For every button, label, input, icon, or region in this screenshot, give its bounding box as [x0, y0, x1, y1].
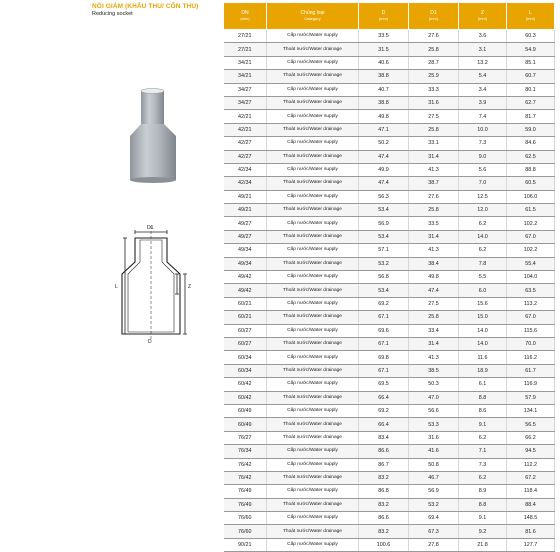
label-l: L: [115, 284, 118, 290]
header-l: L (mm): [507, 3, 555, 30]
cell-d: 49.9: [359, 163, 409, 176]
cell-d: 69.2: [359, 297, 409, 310]
cell-dn: 49/27: [224, 230, 267, 243]
cell-l: 106.0: [507, 190, 555, 203]
cell-d: 40.7: [359, 83, 409, 96]
cell-d: 47.4: [359, 177, 409, 190]
cell-d: 53.4: [359, 284, 409, 297]
cell-z: 7.3: [459, 137, 507, 150]
cell-d1: 27.5: [409, 110, 459, 123]
cell-d1: 41.6: [409, 445, 459, 458]
cell-z: 6.2: [459, 431, 507, 444]
cell-d1: 33.4: [409, 324, 459, 337]
table-row: [224, 163, 555, 176]
cell-category: Cấp nước/Water supply: [267, 83, 359, 96]
table-row: [224, 337, 555, 350]
cell-l: 67.0: [507, 311, 555, 324]
cell-z: 7.4: [459, 110, 507, 123]
table-row: [224, 271, 555, 284]
cell-l: 61.5: [507, 204, 555, 217]
table-row: [224, 56, 555, 69]
cell-category: Thoát nước/Water drainage: [267, 311, 359, 324]
cell-category: Thoát nước/Water drainage: [267, 337, 359, 350]
cell-d: 86.7: [359, 458, 409, 471]
table-row: [224, 110, 555, 123]
cell-d1: 25.8: [409, 123, 459, 136]
table-row: [224, 177, 555, 190]
cell-l: 59.0: [507, 123, 555, 136]
cell-d: 67.1: [359, 311, 409, 324]
cell-dn: 49/21: [224, 204, 267, 217]
cell-d: 56.8: [359, 271, 409, 284]
cell-d1: 50.8: [409, 458, 459, 471]
cell-dn: 76/42: [224, 458, 267, 471]
table-row: [224, 257, 555, 270]
cell-category: Cấp nước/Water supply: [267, 458, 359, 471]
cell-d1: 53.2: [409, 498, 459, 511]
cell-category: Cấp nước/Water supply: [267, 445, 359, 458]
cell-category: Cấp nước/Water supply: [267, 404, 359, 417]
cell-l: 115.6: [507, 324, 555, 337]
cell-category: Cấp nước/Water supply: [267, 324, 359, 337]
table-row: [224, 83, 555, 96]
cell-z: 14.0: [459, 230, 507, 243]
label-d: D: [148, 339, 152, 344]
cell-z: 12.0: [459, 204, 507, 217]
table-body: [224, 30, 555, 552]
cell-category: Cấp nước/Water supply: [267, 110, 359, 123]
cell-l: 112.2: [507, 458, 555, 471]
cell-dn: 49/27: [224, 217, 267, 230]
cell-category: Cấp nước/Water supply: [267, 351, 359, 364]
cell-d: 86.6: [359, 445, 409, 458]
cell-d1: 27.5: [409, 297, 459, 310]
cell-z: 14.0: [459, 324, 507, 337]
cell-z: 8.8: [459, 391, 507, 404]
cell-d: 69.2: [359, 404, 409, 417]
cell-d: 31.5: [359, 43, 409, 56]
cell-dn: 42/34: [224, 163, 267, 176]
cell-dn: 76/49: [224, 485, 267, 498]
cell-category: Thoát nước/Water drainage: [267, 391, 359, 404]
header-z: Z (mm): [459, 3, 507, 30]
cell-category: Thoát nước/Water drainage: [267, 418, 359, 431]
cell-d1: 49.8: [409, 271, 459, 284]
table-row: [224, 96, 555, 109]
cell-z: 8.8: [459, 498, 507, 511]
cell-d1: 25.8: [409, 311, 459, 324]
cell-l: 67.0: [507, 230, 555, 243]
cell-d: 56.3: [359, 190, 409, 203]
cell-l: 113.2: [507, 297, 555, 310]
cell-l: 60.7: [507, 70, 555, 83]
cell-z: 3.9: [459, 96, 507, 109]
cell-d: 53.4: [359, 204, 409, 217]
table-row: [224, 431, 555, 444]
cell-d: 57.1: [359, 244, 409, 257]
header-d1: D1 (mm): [409, 3, 459, 30]
cell-dn: 27/21: [224, 30, 267, 43]
cell-d1: 41.3: [409, 351, 459, 364]
cell-dn: 60/49: [224, 404, 267, 417]
cell-d1: 31.4: [409, 230, 459, 243]
cell-d1: 31.4: [409, 337, 459, 350]
cell-category: Thoát nước/Water drainage: [267, 431, 359, 444]
cell-z: 6.1: [459, 378, 507, 391]
cell-category: Cấp nước/Water supply: [267, 30, 359, 43]
cell-d1: 27.8: [409, 538, 459, 551]
cell-dn: 76/42: [224, 471, 267, 484]
cell-d: 83.2: [359, 525, 409, 538]
cell-category: Thoát nước/Water drainage: [267, 96, 359, 109]
table-row: [224, 445, 555, 458]
cell-category: Cấp nước/Water supply: [267, 56, 359, 69]
cell-dn: 42/21: [224, 123, 267, 136]
cell-d: 49.8: [359, 110, 409, 123]
cell-l: 63.5: [507, 284, 555, 297]
cell-category: Cấp nước/Water supply: [267, 190, 359, 203]
table-row: [224, 311, 555, 324]
cell-d1: 47.4: [409, 284, 459, 297]
cell-dn: 76/60: [224, 512, 267, 525]
cell-dn: 49/21: [224, 190, 267, 203]
cell-l: 88.8: [507, 163, 555, 176]
cell-z: 5.5: [459, 271, 507, 284]
table-row: [224, 230, 555, 243]
cell-l: 81.7: [507, 110, 555, 123]
cell-z: 3.1: [459, 43, 507, 56]
cell-l: 60.5: [507, 177, 555, 190]
table-row: [224, 525, 555, 538]
cell-d1: 56.6: [409, 404, 459, 417]
cell-d1: 31.6: [409, 431, 459, 444]
cell-l: 127.7: [507, 538, 555, 551]
cell-dn: 34/21: [224, 56, 267, 69]
header-d: D (mm): [359, 3, 409, 30]
cell-d: 47.1: [359, 123, 409, 136]
table-row: [224, 404, 555, 417]
cell-l: 62.5: [507, 150, 555, 163]
table-row: [224, 498, 555, 511]
cell-category: Thoát nước/Water drainage: [267, 498, 359, 511]
cell-d: 86.8: [359, 485, 409, 498]
cell-l: 80.1: [507, 83, 555, 96]
cell-dn: 60/21: [224, 311, 267, 324]
table-row: [224, 364, 555, 377]
table-row: [224, 512, 555, 525]
cell-z: 9.0: [459, 150, 507, 163]
cell-z: 7.8: [459, 257, 507, 270]
cell-d: 33.5: [359, 30, 409, 43]
cell-dn: 34/21: [224, 70, 267, 83]
reducing-socket-photo: [128, 88, 178, 184]
cell-category: Cấp nước/Water supply: [267, 538, 359, 551]
cell-d1: 50.3: [409, 378, 459, 391]
cell-dn: 60/49: [224, 418, 267, 431]
cell-d1: 33.5: [409, 217, 459, 230]
cell-l: 57.9: [507, 391, 555, 404]
cell-dn: 49/42: [224, 284, 267, 297]
table-row: [224, 297, 555, 310]
cell-z: 7.3: [459, 458, 507, 471]
cell-z: 7.0: [459, 177, 507, 190]
cell-l: 134.1: [507, 404, 555, 417]
table-row: [224, 190, 555, 203]
cell-l: 70.0: [507, 337, 555, 350]
table-row: [224, 30, 555, 43]
cell-d1: 33.1: [409, 137, 459, 150]
cell-z: 15.0: [459, 311, 507, 324]
cell-d: 50.2: [359, 137, 409, 150]
cell-category: Thoát nước/Water drainage: [267, 284, 359, 297]
cell-l: 148.5: [507, 512, 555, 525]
cell-z: 12.5: [459, 190, 507, 203]
cell-d: 83.4: [359, 431, 409, 444]
cell-d: 66.4: [359, 391, 409, 404]
cell-z: 10.0: [459, 123, 507, 136]
cell-d: 47.4: [359, 150, 409, 163]
cell-dn: 34/27: [224, 96, 267, 109]
cell-category: Thoát nước/Water drainage: [267, 123, 359, 136]
cell-dn: 49/42: [224, 271, 267, 284]
table-row: [224, 43, 555, 56]
table-header-row: [224, 3, 555, 30]
cell-dn: 76/49: [224, 498, 267, 511]
cell-d1: 38.4: [409, 257, 459, 270]
cell-dn: 60/27: [224, 337, 267, 350]
cell-d1: 33.3: [409, 83, 459, 96]
cell-l: 84.6: [507, 137, 555, 150]
cell-category: Thoát nước/Water drainage: [267, 150, 359, 163]
cell-d1: 31.4: [409, 150, 459, 163]
reducing-socket-drawing: [110, 222, 195, 344]
cell-category: Thoát nước/Water drainage: [267, 230, 359, 243]
cell-l: 62.7: [507, 96, 555, 109]
cell-category: Thoát nước/Water drainage: [267, 525, 359, 538]
cell-z: 18.9: [459, 364, 507, 377]
cell-category: Cấp nước/Water supply: [267, 378, 359, 391]
cell-dn: 49/34: [224, 244, 267, 257]
table-row: [224, 70, 555, 83]
cell-z: 13.2: [459, 56, 507, 69]
cell-z: 11.6: [459, 351, 507, 364]
cell-d1: 38.5: [409, 364, 459, 377]
reducing-socket-spec-table: [223, 2, 555, 552]
cell-d1: 56.9: [409, 485, 459, 498]
page-subtitle: Reducing socket: [92, 11, 133, 17]
cell-z: 9.1: [459, 512, 507, 525]
cell-d1: 25.9: [409, 70, 459, 83]
cell-d: 67.1: [359, 364, 409, 377]
cell-category: Cấp nước/Water supply: [267, 297, 359, 310]
table-row: [224, 123, 555, 136]
cell-d1: 31.6: [409, 96, 459, 109]
cell-z: 6.2: [459, 244, 507, 257]
cell-z: 15.6: [459, 297, 507, 310]
cell-d: 69.8: [359, 351, 409, 364]
cell-z: 6.2: [459, 471, 507, 484]
table-row: [224, 204, 555, 217]
cell-l: 81.6: [507, 525, 555, 538]
table-row: [224, 458, 555, 471]
cell-l: 104.0: [507, 271, 555, 284]
cell-l: 60.3: [507, 30, 555, 43]
cell-d1: 25.8: [409, 43, 459, 56]
cell-l: 66.2: [507, 431, 555, 444]
cell-z: 8.6: [459, 404, 507, 417]
cell-dn: 42/27: [224, 137, 267, 150]
cell-d1: 41.3: [409, 244, 459, 257]
cell-category: Cấp nước/Water supply: [267, 137, 359, 150]
cell-l: 116.9: [507, 378, 555, 391]
cell-d: 66.4: [359, 418, 409, 431]
cell-d: 69.5: [359, 378, 409, 391]
table-row: [224, 351, 555, 364]
cell-d: 38.8: [359, 70, 409, 83]
cell-dn: 60/42: [224, 391, 267, 404]
cell-z: 3.6: [459, 30, 507, 43]
cell-category: Thoát nước/Water drainage: [267, 70, 359, 83]
cell-l: 61.7: [507, 364, 555, 377]
cell-z: 14.0: [459, 337, 507, 350]
label-z: Z: [188, 284, 192, 290]
cell-d: 53.4: [359, 230, 409, 243]
cell-z: 21.8: [459, 538, 507, 551]
cell-d: 100.6: [359, 538, 409, 551]
table-row: [224, 471, 555, 484]
cell-l: 116.2: [507, 351, 555, 364]
cell-l: 55.4: [507, 257, 555, 270]
cell-d1: 27.6: [409, 190, 459, 203]
table-row: [224, 324, 555, 337]
cell-category: Thoát nước/Water drainage: [267, 471, 359, 484]
cell-dn: 76/27: [224, 431, 267, 444]
cell-category: Thoát nước/Water drainage: [267, 204, 359, 217]
cell-d1: 53.3: [409, 418, 459, 431]
table-row: [224, 217, 555, 230]
header-category: Chủng loại Category: [267, 3, 359, 30]
cell-category: Cấp nước/Water supply: [267, 244, 359, 257]
cell-d1: 67.3: [409, 525, 459, 538]
cell-z: 9.2: [459, 525, 507, 538]
cell-z: 6.2: [459, 217, 507, 230]
cell-d: 86.6: [359, 512, 409, 525]
cell-d: 38.8: [359, 96, 409, 109]
cell-d: 83.2: [359, 471, 409, 484]
cell-d: 83.2: [359, 498, 409, 511]
cell-d1: 27.6: [409, 30, 459, 43]
table-row: [224, 378, 555, 391]
cell-dn: 49/34: [224, 257, 267, 270]
header-dn: DN (mm): [224, 3, 267, 30]
cell-category: Cấp nước/Water supply: [267, 485, 359, 498]
table-row: [224, 485, 555, 498]
cell-l: 56.5: [507, 418, 555, 431]
cell-l: 94.5: [507, 445, 555, 458]
cell-dn: 34/27: [224, 83, 267, 96]
table-row: [224, 137, 555, 150]
cell-d1: 69.4: [409, 512, 459, 525]
cell-z: 3.4: [459, 83, 507, 96]
cell-dn: 60/34: [224, 364, 267, 377]
cell-d1: 38.7: [409, 177, 459, 190]
cell-dn: 60/34: [224, 351, 267, 364]
cell-dn: 42/34: [224, 177, 267, 190]
cell-d: 53.2: [359, 257, 409, 270]
cell-d1: 46.7: [409, 471, 459, 484]
table-row: [224, 150, 555, 163]
cell-d1: 25.8: [409, 204, 459, 217]
cell-z: 9.1: [459, 418, 507, 431]
cell-z: 5.6: [459, 163, 507, 176]
cell-d: 40.6: [359, 56, 409, 69]
table-row: [224, 418, 555, 431]
table-row: [224, 244, 555, 257]
cell-dn: 60/27: [224, 324, 267, 337]
cell-z: 5.4: [459, 70, 507, 83]
cell-category: Thoát nước/Water drainage: [267, 257, 359, 270]
cell-category: Thoát nước/Water drainage: [267, 177, 359, 190]
cell-l: 102.2: [507, 244, 555, 257]
cell-z: 6.0: [459, 284, 507, 297]
cell-dn: 27/21: [224, 43, 267, 56]
cell-d1: 47.0: [409, 391, 459, 404]
cell-category: Cấp nước/Water supply: [267, 512, 359, 525]
cell-category: Thoát nước/Water drainage: [267, 364, 359, 377]
cell-l: 54.9: [507, 43, 555, 56]
cell-dn: 76/34: [224, 445, 267, 458]
cell-dn: 76/60: [224, 525, 267, 538]
cell-category: Cấp nước/Water supply: [267, 271, 359, 284]
cell-d1: 41.3: [409, 163, 459, 176]
page-title: NỐI GIẢM (KHÂU THU/ CÔN THU): [92, 3, 199, 10]
cell-z: 7.1: [459, 445, 507, 458]
cell-d: 67.1: [359, 337, 409, 350]
cell-dn: 42/27: [224, 150, 267, 163]
cell-l: 118.4: [507, 485, 555, 498]
cell-z: 8.9: [459, 485, 507, 498]
cell-category: Thoát nước/Water drainage: [267, 43, 359, 56]
cell-dn: 42/21: [224, 110, 267, 123]
cell-d: 56.9: [359, 217, 409, 230]
table-row: [224, 284, 555, 297]
cell-dn: 90/21: [224, 538, 267, 551]
cell-category: Cấp nước/Water supply: [267, 217, 359, 230]
label-d1: D1: [147, 225, 154, 231]
cell-d: 69.6: [359, 324, 409, 337]
cell-l: 85.1: [507, 56, 555, 69]
table-row: [224, 391, 555, 404]
cell-category: Cấp nước/Water supply: [267, 163, 359, 176]
cell-d1: 28.7: [409, 56, 459, 69]
cell-l: 67.2: [507, 471, 555, 484]
cell-l: 88.4: [507, 498, 555, 511]
cell-dn: 60/42: [224, 378, 267, 391]
cell-l: 102.2: [507, 217, 555, 230]
cell-dn: 60/21: [224, 297, 267, 310]
